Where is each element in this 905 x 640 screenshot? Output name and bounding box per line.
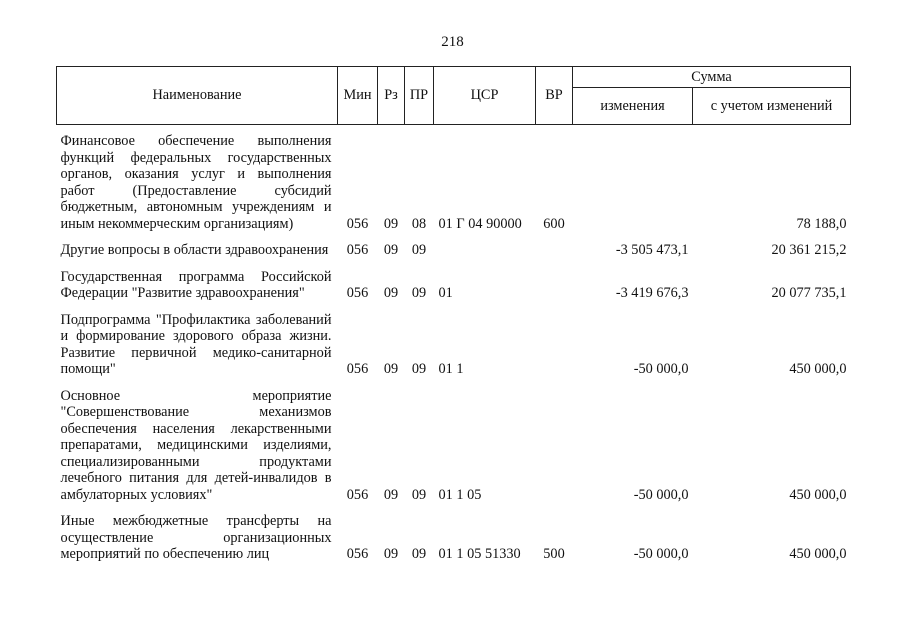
row-change: -50 000,0 — [633, 486, 689, 503]
row-change: -50 000,0 — [633, 546, 689, 562]
row-pr: 09 — [411, 242, 427, 258]
row-vr — [536, 242, 573, 261]
row-rz: 09 — [383, 242, 399, 258]
row-pr: 09 — [411, 546, 427, 562]
row-rz: 09 — [383, 361, 399, 377]
row-name: Государственная программа Российской Федерации "Развитие здравоохранения" — [60, 268, 332, 301]
table-row — [57, 133, 851, 234]
page-number: 218 — [441, 34, 464, 50]
row-change: -3 419 676,3 — [615, 285, 689, 301]
row-csr: 01 1 — [438, 361, 464, 377]
header-pr: ПР — [405, 67, 434, 125]
header-rz: Рз — [378, 67, 405, 125]
table-body — [57, 125, 851, 563]
row-name: Основное мероприятие "Совершенствование механизмов обеспечения населения лекарственными препаратами, медицинскими изделиями, специализированными продуктами лечебного питания для детей-инвалидов в амбулаторных условиях" — [60, 387, 332, 503]
row-min: 056 — [346, 285, 369, 301]
row-pr: 09 — [411, 285, 427, 301]
table-header — [57, 67, 851, 125]
row-rz: 09 — [383, 486, 399, 503]
row-vr: 600 — [543, 215, 565, 232]
table-row — [57, 242, 851, 261]
header-name: Наименование — [57, 67, 338, 125]
row-pr: 09 — [411, 486, 427, 503]
table-row — [57, 513, 851, 563]
row-change — [573, 133, 693, 234]
row-total: 450 000,0 — [789, 361, 847, 377]
header-min: Мин — [338, 67, 378, 125]
header-sum: Сумма — [573, 67, 851, 88]
row-min: 056 — [346, 242, 369, 258]
row-vr — [536, 388, 573, 506]
row-name: Другие вопросы в области здравоохранения — [60, 242, 329, 258]
row-total: 78 188,0 — [796, 215, 847, 232]
row-vr — [536, 312, 573, 380]
row-total: 20 077 735,1 — [771, 285, 847, 301]
row-change: -50 000,0 — [633, 361, 689, 377]
row-change: -3 505 473,1 — [615, 242, 689, 258]
row-vr — [536, 269, 573, 304]
row-rz: 09 — [383, 215, 399, 232]
row-pr: 08 — [411, 215, 427, 232]
table-row — [57, 269, 851, 304]
row-csr: 01 Г 04 90000 — [438, 215, 522, 232]
header-change: изменения — [573, 88, 693, 125]
row-total: 450 000,0 — [789, 486, 847, 503]
row-name: Финансовое обеспечение выполнения функций федеральных государственных органов, оказания услуг и выполнения работ (Предоставление субсидий бюджетным, автономным учреждениям и иным некоммерческим организациям) — [60, 133, 332, 232]
row-rz: 09 — [383, 285, 399, 301]
row-total: 20 361 215,2 — [771, 242, 847, 258]
row-name: Подпрограмма "Профилактика заболеваний и формирование здорового образа жизни. Развитие первичной медико-санитарной помощи" — [60, 311, 332, 377]
budget-table — [56, 66, 851, 563]
header-vr: ВР — [536, 67, 573, 125]
table-row — [57, 312, 851, 380]
row-total: 450 000,0 — [789, 546, 847, 562]
row-pr: 09 — [411, 361, 427, 377]
row-csr — [434, 242, 536, 261]
row-csr: 01 1 05 — [438, 486, 482, 503]
table-row — [57, 388, 851, 506]
row-vr: 500 — [543, 546, 565, 562]
row-min: 056 — [346, 215, 369, 232]
row-csr: 01 1 05 51330 — [438, 546, 521, 562]
row-csr: 01 — [438, 285, 453, 301]
row-name: Иные межбюджетные трансферты на осуществление организационных мероприятий по обеспечению лиц — [60, 513, 332, 562]
row-min: 056 — [346, 546, 369, 562]
header-total: с учетом изменений — [693, 88, 851, 125]
row-rz: 09 — [383, 546, 399, 562]
row-min: 056 — [346, 486, 369, 503]
header-csr: ЦСР — [434, 67, 536, 125]
row-min: 056 — [346, 361, 369, 377]
